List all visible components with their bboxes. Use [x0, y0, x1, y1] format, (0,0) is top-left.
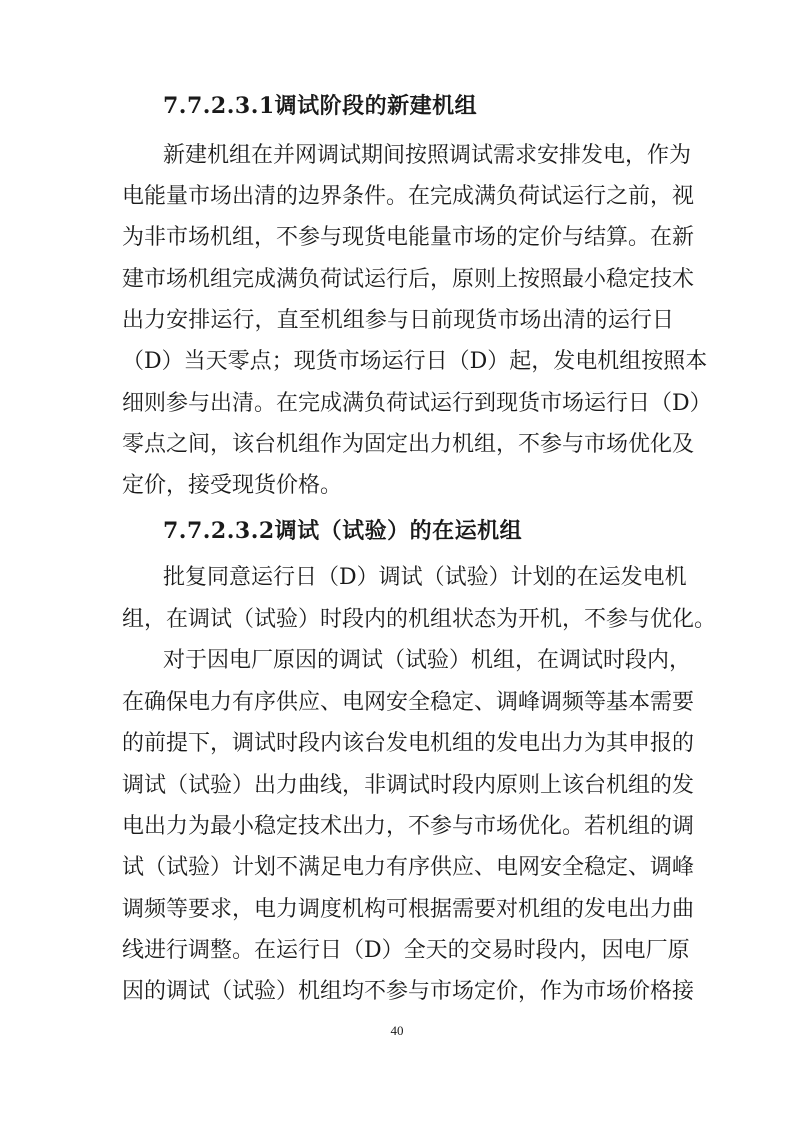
paragraph-line: 电能量市场出清的边界条件。在完成满负荷试运行之前，视 — [122, 184, 695, 209]
paragraph-line: 对于因电厂原因的调试（试验）机组，在调试时段内， — [163, 648, 692, 673]
paragraph-line: 建市场机组完成满负荷试运行后，原则上按照最小稳定技术 — [122, 267, 695, 292]
paragraph-line: 线进行调整。在运行日（D）全天的交易时段内，因电厂原 — [122, 938, 690, 963]
paragraph-line: 组，在调试（试验）时段内的机组状态为开机，不参与优化。 — [122, 607, 717, 632]
page-number: 40 — [390, 1023, 404, 1038]
paragraph-line: 因的调试（试验）机组均不参与市场定价，作为市场价格接 — [122, 979, 695, 1004]
paragraph-line: 调频等要求，电力调度机构可根据需要对机组的发电出力曲 — [122, 897, 695, 922]
paragraph-line: （D）当天零点；现货市场运行日（D）起，发电机组按照本 — [122, 349, 708, 374]
paragraph-line: 调试（试验）出力曲线，非调试时段内原则上该台机组的发 — [122, 773, 695, 798]
paragraph-line: 试（试验）计划不满足电力有序供应、电网安全稳定、调峰 — [122, 855, 695, 880]
paragraph-line: 细则参与出清。在完成满负荷试运行到现货市场运行日（D） — [122, 391, 712, 416]
paragraph-line: 零点之间，该台机组作为固定出力机组，不参与市场优化及 — [122, 432, 695, 457]
paragraph-line: 出力安排运行，直至机组参与日前现货市场出清的运行日 — [122, 308, 674, 333]
paragraph-line: 新建机组在并网调试期间按照调试需求安排发电，作为 — [163, 143, 692, 168]
paragraph-line: 定价，接受现货价格。 — [122, 473, 343, 498]
paragraph-line: 电出力为最小稳定技术出力，不参与市场优化。若机组的调 — [122, 814, 695, 839]
paragraph-line: 为非市场机组，不参与现货电能量市场的定价与结算。在新 — [122, 225, 695, 250]
section-heading-7-7-2-3-1: 7.7.2.3.1调试阶段的新建机组 — [163, 93, 478, 119]
paragraph-line: 批复同意运行日（D）调试（试验）计划的在运发电机 — [163, 565, 687, 590]
paragraph-line: 的前提下，调试时段内该台发电机组的发电出力为其申报的 — [122, 731, 695, 756]
section-heading-7-7-2-3-2: 7.7.2.3.2调试（试验）的在运机组 — [163, 518, 523, 544]
paragraph-line: 在确保电力有序供应、电网安全稳定、调峰调频等基本需要 — [122, 690, 695, 715]
